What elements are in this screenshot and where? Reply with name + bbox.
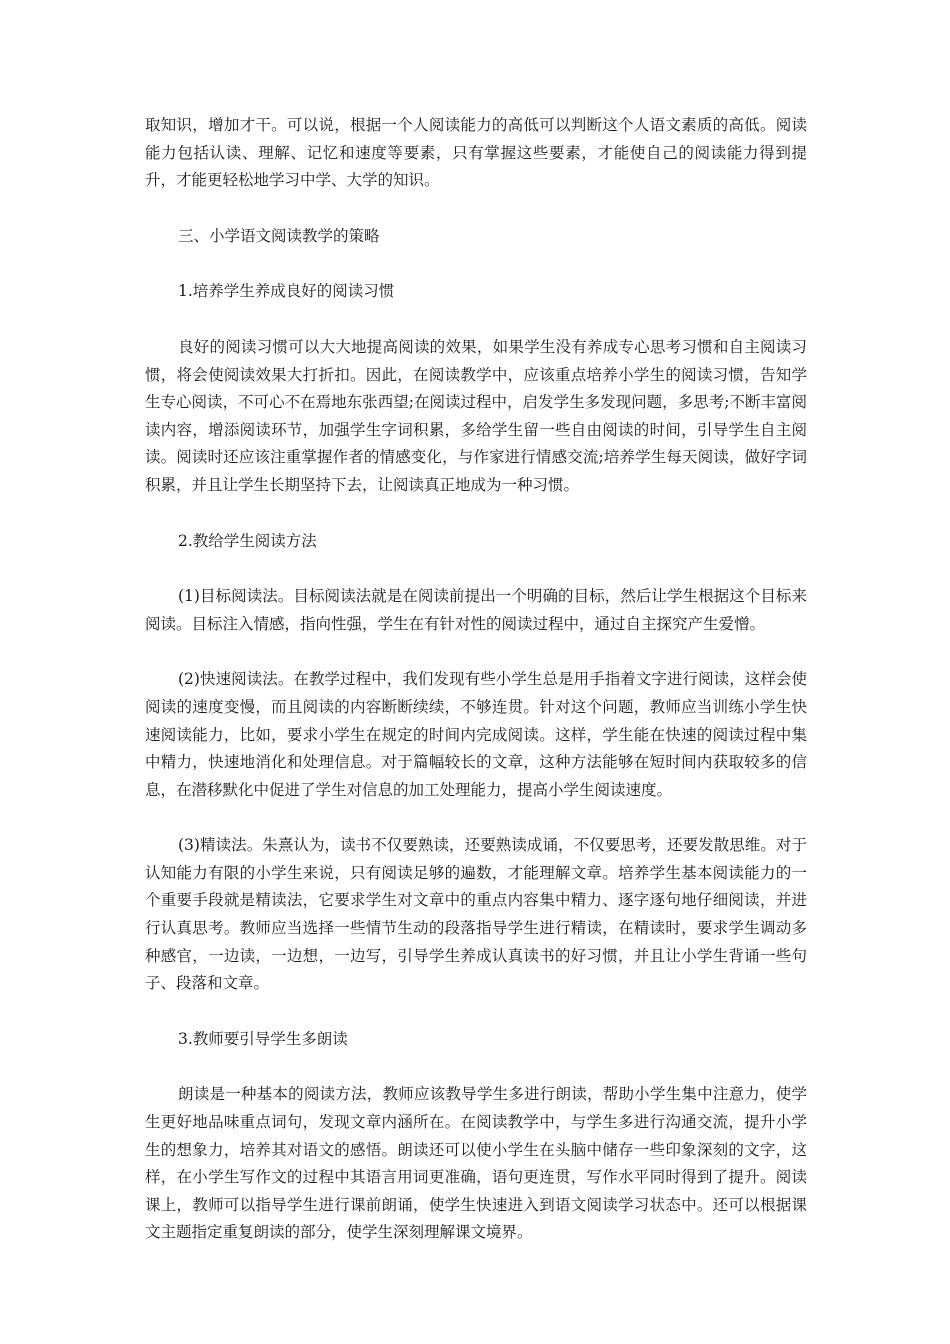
paragraph-target-reading: (1)目标阅读法。目标阅读法就是在阅读前提出一个明确的目标，然后让学生根据这个目标来阅读。目标注入情感，指向性强，学生在有针对性的阅读过程中，通过自主探究产生爱憎。 xyxy=(145,587,807,633)
subheading-reading-habits: 1.培养学生养成良好的阅读习惯 xyxy=(178,282,395,301)
paragraph-intensive-reading: (3)精读法。朱熹认为，读书不仅要熟读，还要熟读成诵，不仅要思考，还要发散思维。对于认知能力有限的小学生来说，只有阅读足够的遍数，才能理解文章。培养学生基本阅读能力的一个重要手段就是精读法，它要求学生对文章中的重点内容集中精力、逐字逐句地仔细阅读，并进行认真思考。教师应当选择一些情节生动的段落指导学生进行精读，在精读时，要求学生调动多种感官，一边读，一边想，一边写，引导学生养成认真读书的好习惯，并且让小学生背诵一些句子、段落和文章。 xyxy=(145,836,807,993)
paragraph-reading-aloud: 朗读是一种基本的阅读方法，教师应该教导学生多进行朗读，帮助小学生集中注意力，使学生更好地品味重点词句，发现文章内涵所在。在阅读教学中，与学生多进行沟通交流，提升小学生的想象力，培养其对语文的感悟。朗读还可以使小学生在头脑中储存一些印象深刻的文字，这样，在小学生写作文的过程中其语言用词更准确，语句更连贯，写作水平同时得到了提升。阅读课上，教师可以指导学生进行课前朗诵，使学生快速进入到语文阅读学习状态中。还可以根据课文主题指定重复朗读的部分，使学生深刻理解课文境界。 xyxy=(145,1085,807,1242)
paragraph-speed-reading: (2)快速阅读法。在教学过程中，我们发现有些小学生总是用手指着文字进行阅读，这样会使阅读的速度变慢，而且阅读的内容断断续续，不够连贯。针对这个问题，教师应当训练小学生快速阅读能力，比如，要求小学生在规定的时间内完成阅读。这样，学生能在快速的阅读过程中集中精力，快速地消化和处理信息。对于篇幅较长的文章，这种方法能够在短时间内获取较多的信息，在潜移默化中促进了学生对信息的加工处理能力，提高小学生阅读速度。 xyxy=(145,670,807,799)
section-heading-strategies: 三、小学语文阅读教学的策略 xyxy=(178,226,380,245)
paragraph-reading-habits: 良好的阅读习惯可以大大地提高阅读的效果，如果学生没有养成专心思考习惯和自主阅读习惯，将会使阅读效果大打折扣。因此，在阅读教学中，应该重点培养小学生的阅读习惯，告知学生专心阅读，不可心不在焉地东张西望;在阅读过程中，启发学生多发现问题，多思考;不断丰富阅读内容，增添阅读环节，加强学生字词积累，多给学生留一些自由阅读的时间，引导学生自主阅读。阅读时还应该注重掌握作者的情感变化，与作家进行情感交流;培养学生每天阅读，做好字词积累，并且让学生长期坚持下去，让阅读真正地成为一种习惯。 xyxy=(145,337,807,494)
document-body xyxy=(145,112,807,1275)
paragraph-intro-continuation: 取知识，增加才干。可以说，根据一个人阅读能力的高低可以判断这个人语文素质的高低。阅读能力包括认读、理解、记忆和速度等要素，只有掌握这些要素，才能使自己的阅读能力得到提升，才能更轻松地学习中学、大学的知识。 xyxy=(145,116,807,190)
subheading-reading-methods: 2.教给学生阅读方法 xyxy=(178,531,317,550)
subheading-reading-aloud: 3.教师要引导学生多朗读 xyxy=(178,1029,348,1048)
